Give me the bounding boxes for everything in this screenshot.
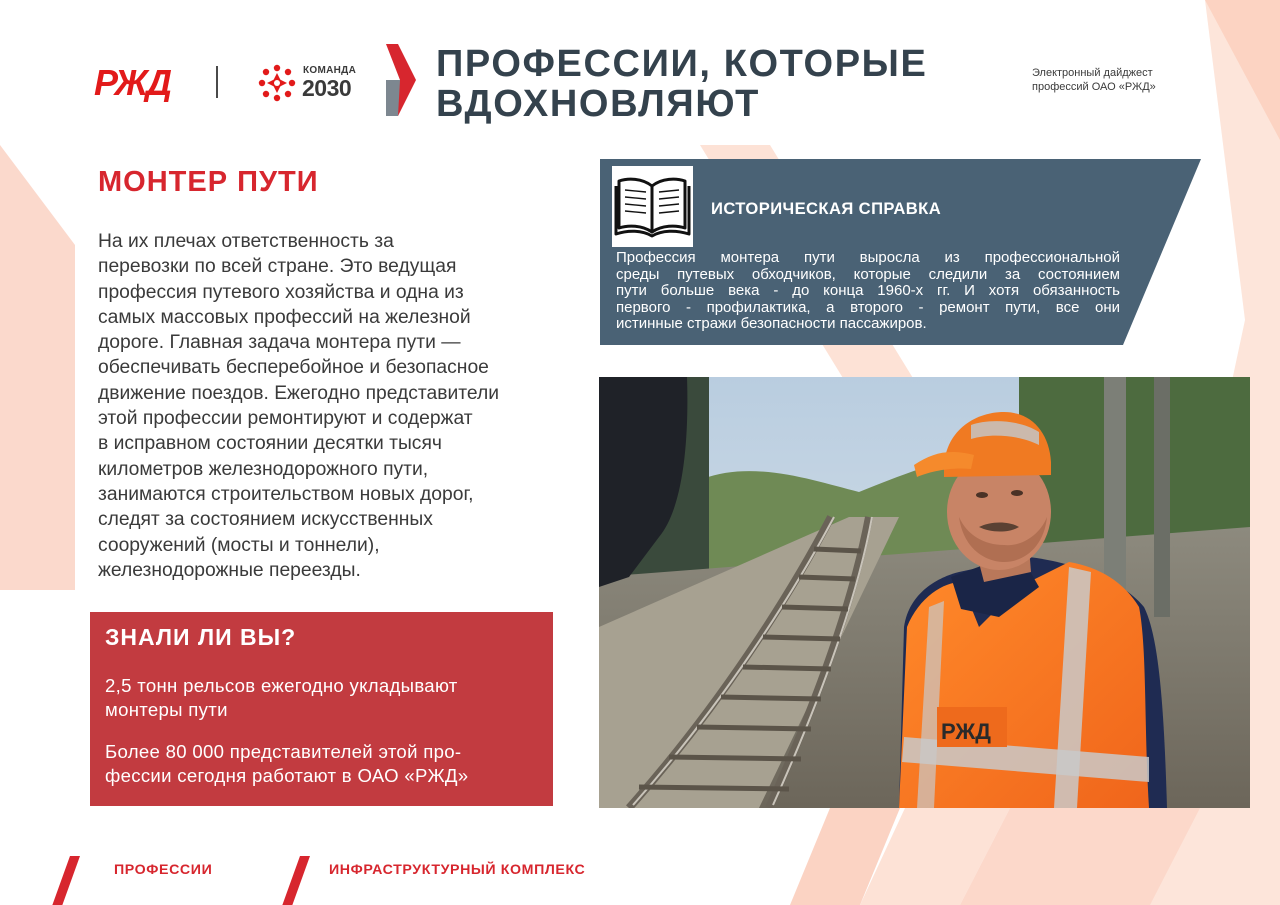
- description-line: железнодорожные переезды.: [98, 559, 361, 581]
- fact-line: 2,5 тонн рельсов ежегодно укладывают: [105, 675, 458, 696]
- description-line: На их плечах ответственность за: [98, 231, 394, 252]
- fact-line: фессии сегодня работают в ОАО «РЖД»: [105, 765, 469, 786]
- fact-line: Более 80 000 представителей этой про-: [105, 741, 462, 762]
- description-line: занимаются строительством новых дорог,: [98, 483, 474, 505]
- footer-slash-icon: [52, 856, 82, 905]
- page-title-line: ПРОФЕССИИ, КОТОРЫЕ: [436, 43, 928, 85]
- history-box: [600, 159, 1201, 345]
- digest-note-line: Электронный дайджест: [1032, 67, 1153, 79]
- history-line: Профессия монтера пути выросла из профессиональной: [616, 249, 1120, 266]
- track-worker-photo: [599, 377, 1250, 808]
- description-line: перевозки по всей стране. Это ведущая: [98, 256, 457, 278]
- history-line: истинные стражи безопасности пассажиров.: [616, 315, 927, 332]
- description-line: самых массовых профессий на железной: [98, 306, 471, 328]
- description-line: обеспечивать бесперебойное и безопасное: [98, 357, 489, 379]
- footer-link-infrastructure[interactable]: ИНФРАСТРУКТУРНЫЙ КОМПЛЕКС: [329, 862, 586, 878]
- digest-note-line: профессий ОАО «РЖД»: [1032, 81, 1156, 93]
- history-line: среды путевых обходчиков, которые следили за состоянием: [616, 265, 1120, 283]
- profession-description: [98, 229, 568, 583]
- description-line: в исправном состоянии десятки тысяч: [98, 433, 442, 455]
- history-text: [616, 250, 1120, 333]
- svg-text:РЖД: РЖД: [94, 62, 171, 102]
- rzd-logo: [94, 62, 182, 102]
- did-you-know-box: [90, 612, 553, 806]
- page-title-line: ВДОХНОВЛЯЮТ: [436, 83, 760, 125]
- digest-note: [1032, 66, 1232, 94]
- description-line: километров железнодорожного пути,: [98, 458, 429, 480]
- book-frame: [612, 166, 693, 247]
- profession-title: МОНТЕР ПУТИ: [98, 166, 319, 198]
- fact-item: [105, 740, 545, 788]
- history-line: пути больше века - до конца 1960-х гг. И хотя обязанность: [616, 282, 1120, 299]
- svg-text:РЖД: РЖД: [941, 719, 991, 744]
- rzd-logo-mark-icon: [94, 62, 182, 102]
- footer-link-professions[interactable]: ПРОФЕССИИ: [114, 862, 213, 878]
- fact-item: [105, 674, 545, 722]
- description-line: профессия путевого хозяйства и одна из: [98, 281, 464, 303]
- open-book-icon: [612, 166, 693, 247]
- title-chevron-icon: [386, 44, 416, 116]
- description-line: дороге. Главная задача монтера пути —: [98, 332, 461, 354]
- page-title: [436, 44, 996, 124]
- footer-slash-icon: [282, 856, 312, 905]
- fact-line: монтеры пути: [105, 699, 228, 720]
- track-worker-illustration: [599, 377, 1250, 808]
- team-2030-logo: [256, 62, 366, 102]
- team-year: 2030: [302, 75, 352, 101]
- description-line: этой профессии ремонтируют и содержат: [98, 408, 473, 430]
- description-line: движение поездов. Ежегодно представители: [98, 382, 499, 404]
- team-emblem-icon: [256, 62, 298, 104]
- description-line: следят за состоянием искусственных: [98, 509, 433, 531]
- history-title: ИСТОРИЧЕСКАЯ СПРАВКА: [711, 199, 942, 218]
- team-label: КОМАНДА: [303, 65, 357, 76]
- did-you-know-title: ЗНАЛИ ЛИ ВЫ?: [105, 624, 297, 650]
- header-divider: [216, 66, 218, 98]
- description-line: сооружений (мосты и тоннели),: [98, 534, 380, 556]
- history-line: первого - профилактика, а второго - ремонт пути, все они: [616, 298, 1120, 316]
